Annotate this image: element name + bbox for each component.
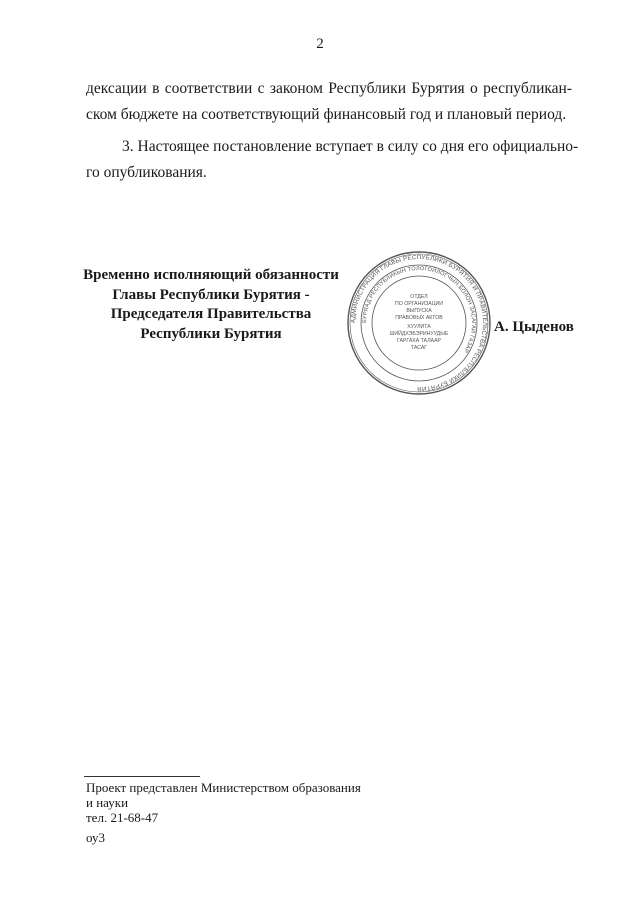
signatory-title-line-1: Временно исполняющий обязанности xyxy=(83,267,339,283)
page-number: 2 xyxy=(316,36,324,52)
paragraph-1-line-1: дексации в соответствии с законом Республики Бурятия о республикан- xyxy=(86,80,572,97)
footnote-phone: тел. 21-68-47 xyxy=(86,810,159,825)
signatory-title-line-4: Республики Бурятия xyxy=(140,325,282,342)
seal-inner-text: БУРЯАД РЕСПУБЛИКЫН ТОЛОГОЙЛОГЧЫН БОЛОН ЗАСАГАЙ ГАЗАР xyxy=(361,265,477,354)
seal-center-line-4: ПРАВОВЫХ АКТОВ xyxy=(395,315,443,321)
signatory-title xyxy=(74,266,348,344)
seal-center-line-6: ШИЙДХЭБЭРИНУУДЫЕ xyxy=(389,331,449,337)
footnote-presented-by-line-2: и науки xyxy=(86,795,129,810)
footnote-presented-by-line-1: Проект представлен Министерством образования xyxy=(86,780,361,795)
seal-center-line-3: ВЫПУСКА xyxy=(406,308,432,314)
seal-rings xyxy=(348,252,490,394)
paragraph-2-line-1: 3. Настоящее постановление вступает в силу со дня его официально- xyxy=(122,138,579,155)
seal-center-line-7: ГАРГАХА ТАЛААР xyxy=(396,338,442,344)
seal-center-line-1: ОТДЕЛ xyxy=(410,294,428,300)
footnote-divider xyxy=(84,776,200,777)
paragraph-budget-indexation xyxy=(86,76,572,128)
seal-center-line-5: ХУУЛИТА xyxy=(407,324,431,330)
seal-center-text xyxy=(390,294,449,351)
footnote-project-info xyxy=(86,780,361,825)
seal-center-line-8: ТАСАГ xyxy=(410,345,428,351)
seal-outer-text: АДМИНИСТРАЦИЯ ГЛАВЫ РЕСПУБЛИКИ БУРЯТИЯ И ПРАВИТЕЛЬСТВА РЕСПУБЛИКИ БУРЯТИЯ xyxy=(349,253,489,393)
signer-name: А. Цыденов xyxy=(494,319,574,335)
paragraph-2-line-2: го опубликования. xyxy=(86,164,207,181)
paragraph-entry-into-force xyxy=(86,134,579,186)
document-code: оу3 xyxy=(86,830,106,845)
signatory-title-line-3: Председателя Правительства xyxy=(110,306,312,322)
official-seal-stamp xyxy=(346,250,492,396)
seal-center-line-2: ПО ОРГАНИЗАЦИИ xyxy=(395,301,443,307)
signatory-title-line-2: Главы Республики Бурятия - xyxy=(112,286,310,303)
paragraph-1-line-2: ском бюджете на соответствующий финансовый год и плановый период. xyxy=(86,106,567,123)
